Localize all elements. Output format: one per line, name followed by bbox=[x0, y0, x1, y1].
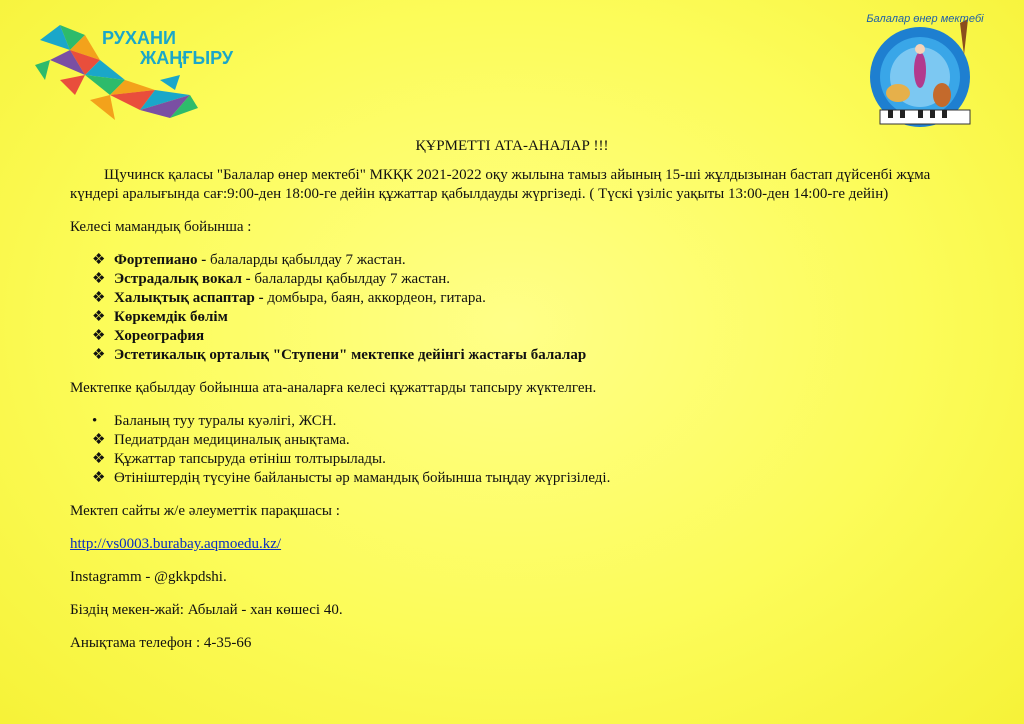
specialties-list bbox=[70, 251, 970, 365]
diamond-bullet-icon: ❖ bbox=[92, 309, 106, 325]
address: Біздің мекен-жай: Абылай - хан көшесі 40. bbox=[70, 602, 343, 618]
instagram-handle: Instagramm - @gkkpdshi. bbox=[70, 569, 227, 585]
diamond-bullet-icon: ❖ bbox=[92, 271, 106, 287]
right-logo-text: Балалар өнер мектебі bbox=[866, 13, 984, 25]
art-school-logo bbox=[860, 15, 990, 145]
art-school-emblem-icon bbox=[860, 15, 990, 145]
diamond-bullet-icon: ❖ bbox=[92, 290, 106, 306]
rukhani-zhangyru-logo bbox=[30, 20, 250, 130]
phone: Анықтама телефон : 4-35-66 bbox=[70, 635, 252, 651]
list-item: ❖ Хореография bbox=[92, 328, 205, 344]
brand-line-1: РУХАНИ bbox=[102, 28, 176, 48]
list-item: ❖ Халықтық аспаптар - домбыра, баян, аккордеон, гитара. bbox=[92, 290, 486, 306]
list-item: ❖ Көркемдік бөлім bbox=[92, 309, 228, 325]
list-item: • Баланың туу туралы куәлігі, ЖСН. bbox=[92, 413, 337, 429]
website-link[interactable]: http://vs0003.burabay.aqmoedu.kz/ bbox=[70, 536, 282, 552]
list-item: ❖ Фортепиано - балаларды қабылдау 7 жастан. bbox=[92, 252, 406, 268]
brand-line-2: ЖАҢҒЫРУ bbox=[140, 48, 234, 68]
list-item: ❖ Өтініштердің түсуіне байланысты әр мамандық бойынша тыңдау жүргізіледі. bbox=[92, 470, 611, 486]
diamond-bullet-icon: ❖ bbox=[92, 470, 106, 486]
diamond-bullet-icon: ❖ bbox=[92, 451, 106, 467]
list-item: ❖ Эстетикалық орталық "Ступени" мектепке дейінгі жастағы балалар bbox=[92, 347, 587, 363]
website-heading: Мектеп сайты ж/е әлеуметтік парақшасы : bbox=[70, 503, 340, 519]
specialties-heading: Келесі мамандық бойынша : bbox=[70, 219, 252, 235]
diamond-bullet-icon: ❖ bbox=[92, 252, 106, 268]
list-item: ❖ Құжаттар тапсыруда өтініш толтырылады. bbox=[92, 451, 386, 467]
documents-heading: Мектепке қабылдау бойынша ата-аналарға келесі құжаттарды тапсыру жүктелген. bbox=[70, 380, 597, 396]
diamond-bullet-icon: ❖ bbox=[92, 347, 106, 363]
list-item: ❖ Педиатрдан медициналық анықтама. bbox=[92, 432, 350, 448]
diamond-bullet-icon: ❖ bbox=[92, 432, 106, 448]
page-title: ҚҰРМЕТТІ АТА-АНАЛАР !!! bbox=[415, 138, 609, 154]
documents-list bbox=[70, 412, 970, 488]
brand-text bbox=[102, 28, 233, 68]
list-item: ❖ Эстрадалық вокал - балаларды қабылдау 7 жастан. bbox=[92, 271, 451, 287]
dot-bullet-icon: • bbox=[92, 413, 98, 429]
intro-paragraph: Щучинск қаласы "Балалар өнер мектебі" МКҚК 2021-2022 оқу жылына тамыз айының 15-ші жұлдызынан бастап дүйсенбі жұма күндері аралығында сағ:9:00-ден 18:00-ге дейін құжаттар қабылдауды жүргізеді. ( Түскі үзіліс уақыты 13:00-ден 14:00-ге дейін) bbox=[70, 167, 931, 202]
diamond-bullet-icon: ❖ bbox=[92, 328, 106, 344]
announcement-body bbox=[70, 166, 970, 653]
